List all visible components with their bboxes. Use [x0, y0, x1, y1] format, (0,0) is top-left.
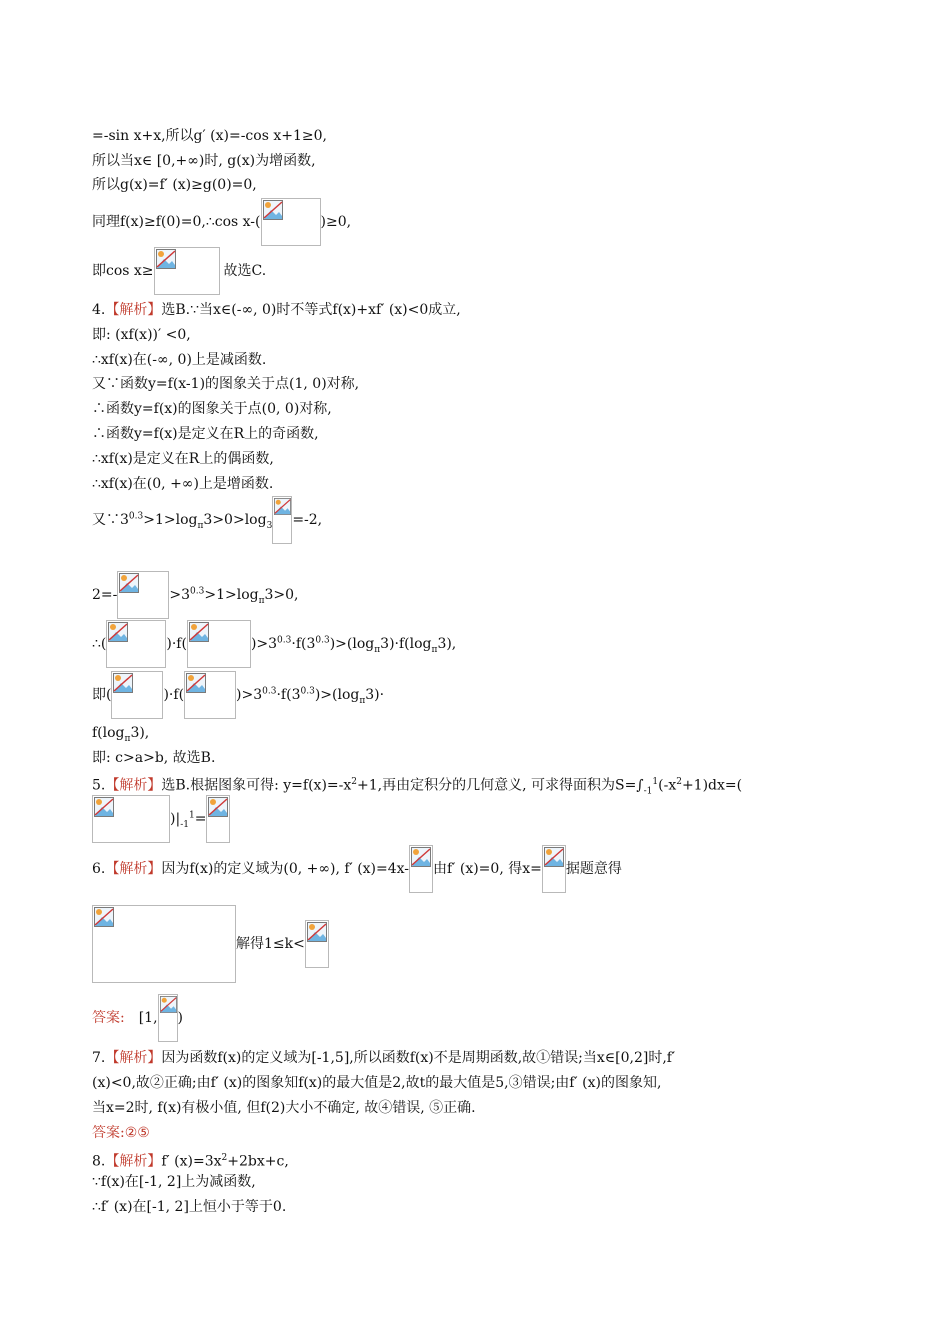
text-line: =-sin x+x,所以g′ (x)=-cos x+1≥0,: [92, 128, 327, 144]
formula-image-icon: [187, 620, 251, 668]
text-line: 即: (xf(x))′ <0,: [92, 327, 191, 343]
text-line: (x)<0,故②正确;由f′ (x)的图象知f(x)的最大值是2,故t的最大值是5,③错误;由f′ (x)的图象知,: [92, 1075, 662, 1091]
text-line: [92, 1123, 150, 1143]
text-line: 所以当x∈ [0,+∞)时, g(x)为增函数,: [92, 153, 316, 169]
formula-image-icon: [158, 994, 178, 1042]
formula-image-icon: [409, 845, 433, 893]
text-line: ∴xf(x)在(-∞, 0)上是减函数.: [92, 352, 267, 368]
analysis-tag: 【解析】: [105, 861, 162, 877]
text-line: 答案: [1, ): [92, 994, 183, 1042]
text-line: 即( )·f( )$>3^{0.3}\cdot f(3^{0.3})>(\log_\pi 3)\cdot$: [92, 671, 384, 719]
text-line: $f(\log_\pi 3)$,: [92, 725, 150, 744]
answer-label: 答案:: [92, 1125, 125, 1141]
formula-image-icon: [184, 671, 236, 719]
analysis-tag: 【解析】: [105, 777, 162, 794]
text-line: 当x=2时, f(x)有极小值, 但f(2)大小不确定, 故④错误, ⑤正确.: [92, 1100, 476, 1116]
text-line: 所以g(x)=f′ (x)≥g(0)=0,: [92, 177, 257, 193]
text-line: 又∵函数y=f(x-1)的图象关于点(1, 0)对称,: [92, 376, 360, 392]
formula-image-icon: [305, 920, 329, 968]
answer-label: 答案:: [92, 1010, 125, 1026]
text-line: 6.【解析】因为f(x)的定义域为(0, +∞), f′ (x)=4x- 由f′ (x)=0, 得x= 据题意得: [92, 845, 622, 893]
text-line: 即: c>a>b, 故选B.: [92, 750, 216, 766]
formula-image-icon: [92, 905, 236, 983]
text-line: ∵f(x)在[-1, 2]上为减函数,: [92, 1174, 256, 1190]
formula-image-icon: [261, 198, 321, 246]
formula-image-icon: [206, 795, 230, 843]
text-line: )$|_{-1}^1=$: [92, 795, 230, 843]
text-line: 4.【解析】选B.∵当x∈(-∞, 0)时不等式f(x)+xf′ (x)<0成立,: [92, 302, 461, 318]
text-line: 2=- $>3^{0.3}>1>\log_\pi 3>0$,: [92, 571, 299, 619]
analysis-tag: 【解析】: [105, 1153, 162, 1170]
text-line: 5.【解析】选B.根据图象可得: $y=f(x)=-x^2+1$,再由定积分的几何意义, 可求得面积为$S=\int_{-1}^1(-x^2+1)dx=$(: [92, 777, 743, 797]
text-line: 即cos x≥ 故选C.: [92, 247, 266, 295]
text-line: 7.【解析】因为函数f(x)的定义域为[-1,5],所以函数f(x)不是周期函数,故①错误;当x∈[0,2]时,f′: [92, 1050, 676, 1066]
text-line: ∴xf(x)在(0, +∞)上是增函数.: [92, 476, 274, 492]
formula-image-icon: [117, 571, 169, 619]
analysis-tag: 【解析】: [105, 1050, 162, 1066]
formula-image-icon: [111, 671, 163, 719]
formula-image-icon: [106, 620, 166, 668]
text-line: ∴( )·f( )$>3^{0.3}\cdot f(3^{0.3})>(\log_\pi 3)\cdot f(\log_\pi 3)$,: [92, 620, 456, 668]
text-line: 又$\because 3^{0.3}>1>\log_\pi 3>0>\log_3$ =-2,: [92, 496, 322, 544]
text-line: ∴函数y=f(x)的图象关于点(0, 0)对称,: [92, 401, 332, 417]
analysis-tag: 【解析】: [105, 302, 162, 318]
text-line: 同理f(x)≥f(0)=0,∴cos x-( )≥0,: [92, 198, 351, 246]
text-line: ∴xf(x)是定义在R上的偶函数,: [92, 451, 274, 467]
text-line: ∴f′ (x)在[-1, 2]上恒小于等于0.: [92, 1199, 287, 1215]
text-line: ∴函数y=f(x)是定义在R上的奇函数,: [92, 426, 319, 442]
formula-image-icon: [542, 845, 566, 893]
text-line: 8.【解析】f′ $(x)=3x^2+2bx+c$,: [92, 1153, 289, 1170]
answer-value: ②⑤: [124, 1125, 150, 1141]
formula-image-icon: [154, 247, 220, 295]
text-line: 解得1≤k<: [92, 905, 329, 983]
formula-image-icon: [272, 496, 292, 544]
formula-image-icon: [92, 795, 170, 843]
